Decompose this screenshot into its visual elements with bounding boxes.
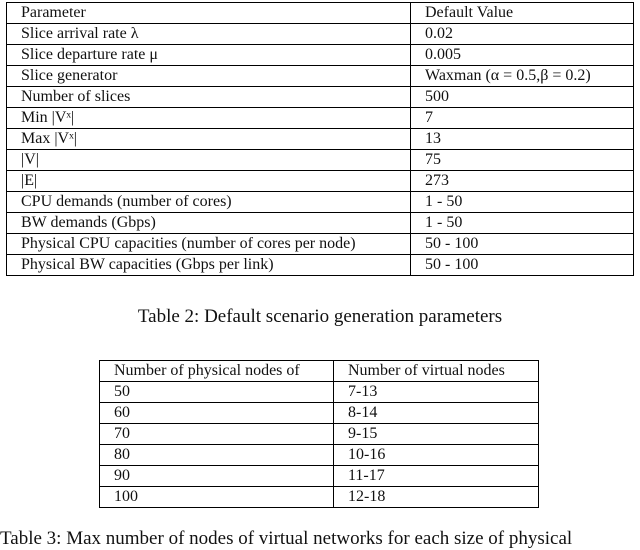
value-cell: 75 [411,150,634,171]
physical-nodes-cell: 50 [100,382,334,403]
parameter-cell: Number of slices [7,87,411,108]
value-cell: 50 - 100 [411,255,634,276]
physical-nodes-cell: 80 [100,445,334,466]
table-row [7,129,634,150]
virtual-nodes-cell: 12-18 [333,487,538,508]
parameter-cell: Physical BW capacities (Gbps per link) [7,255,411,276]
table-row [100,403,539,424]
value-cell: 500 [411,87,634,108]
parameter-cell: Slice arrival rate λ [7,24,411,45]
table-caption: Table 2: Default scenario generation parameters [137,306,503,327]
table-row [7,108,634,129]
value-cell: 0.005 [411,45,634,66]
column-header-virtual-nodes: Number of virtual nodes [333,361,538,382]
table-row [7,192,634,213]
parameter-cell: |E| [7,171,411,192]
physical-nodes-cell: 60 [100,403,334,424]
table-row [100,487,539,508]
value-cell: 1 - 50 [411,213,634,234]
table-row [7,66,634,87]
physical-nodes-cell: 90 [100,466,334,487]
parameter-cell: BW demands (Gbps) [7,213,411,234]
parameter-cell: Min |Vˣ| [7,108,411,129]
virtual-nodes-cell: 7-13 [333,382,538,403]
value-cell: 7 [411,108,634,129]
virtual-nodes-cell: 8-14 [333,403,538,424]
virtual-nodes-cell: 10-16 [333,445,538,466]
table-row [7,45,634,66]
parameter-cell: Physical CPU capacities (number of cores per node) [7,234,411,255]
value-cell: Waxman (α = 0.5,β = 0.2) [411,66,634,87]
virtual-nodes-table [99,360,539,508]
physical-nodes-cell: 70 [100,424,334,445]
column-header-physical-nodes: Number of physical nodes of [100,361,334,382]
physical-nodes-cell: 100 [100,487,334,508]
table-row [7,87,634,108]
value-cell: 50 - 100 [411,234,634,255]
table-row [7,213,634,234]
table-row [7,255,634,276]
table-row [7,234,634,255]
table-header-row [100,361,539,382]
table-row [100,466,539,487]
value-cell: 273 [411,171,634,192]
virtual-nodes-cell: 11-17 [333,466,538,487]
column-header-parameter: Parameter [7,3,411,24]
value-cell: 0.02 [411,24,634,45]
parameter-cell: Slice generator [7,66,411,87]
table-header-row [7,3,634,24]
value-cell: 13 [411,129,634,150]
parameter-cell: Max |Vˣ| [7,129,411,150]
parameter-cell: |V| [7,150,411,171]
parameter-cell: Slice departure rate μ [7,45,411,66]
table-row [100,445,539,466]
table-caption-partial: Table 3: Max number of nodes of virtual networks for each size of physical [0,528,573,549]
virtual-nodes-cell: 9-15 [333,424,538,445]
table-row [7,24,634,45]
table-row [100,424,539,445]
default-parameters-table [6,2,634,276]
column-header-default-value: Default Value [411,3,634,24]
table-row [7,171,634,192]
parameter-cell: CPU demands (number of cores) [7,192,411,213]
table-row [100,382,539,403]
value-cell: 1 - 50 [411,192,634,213]
table-row [7,150,634,171]
